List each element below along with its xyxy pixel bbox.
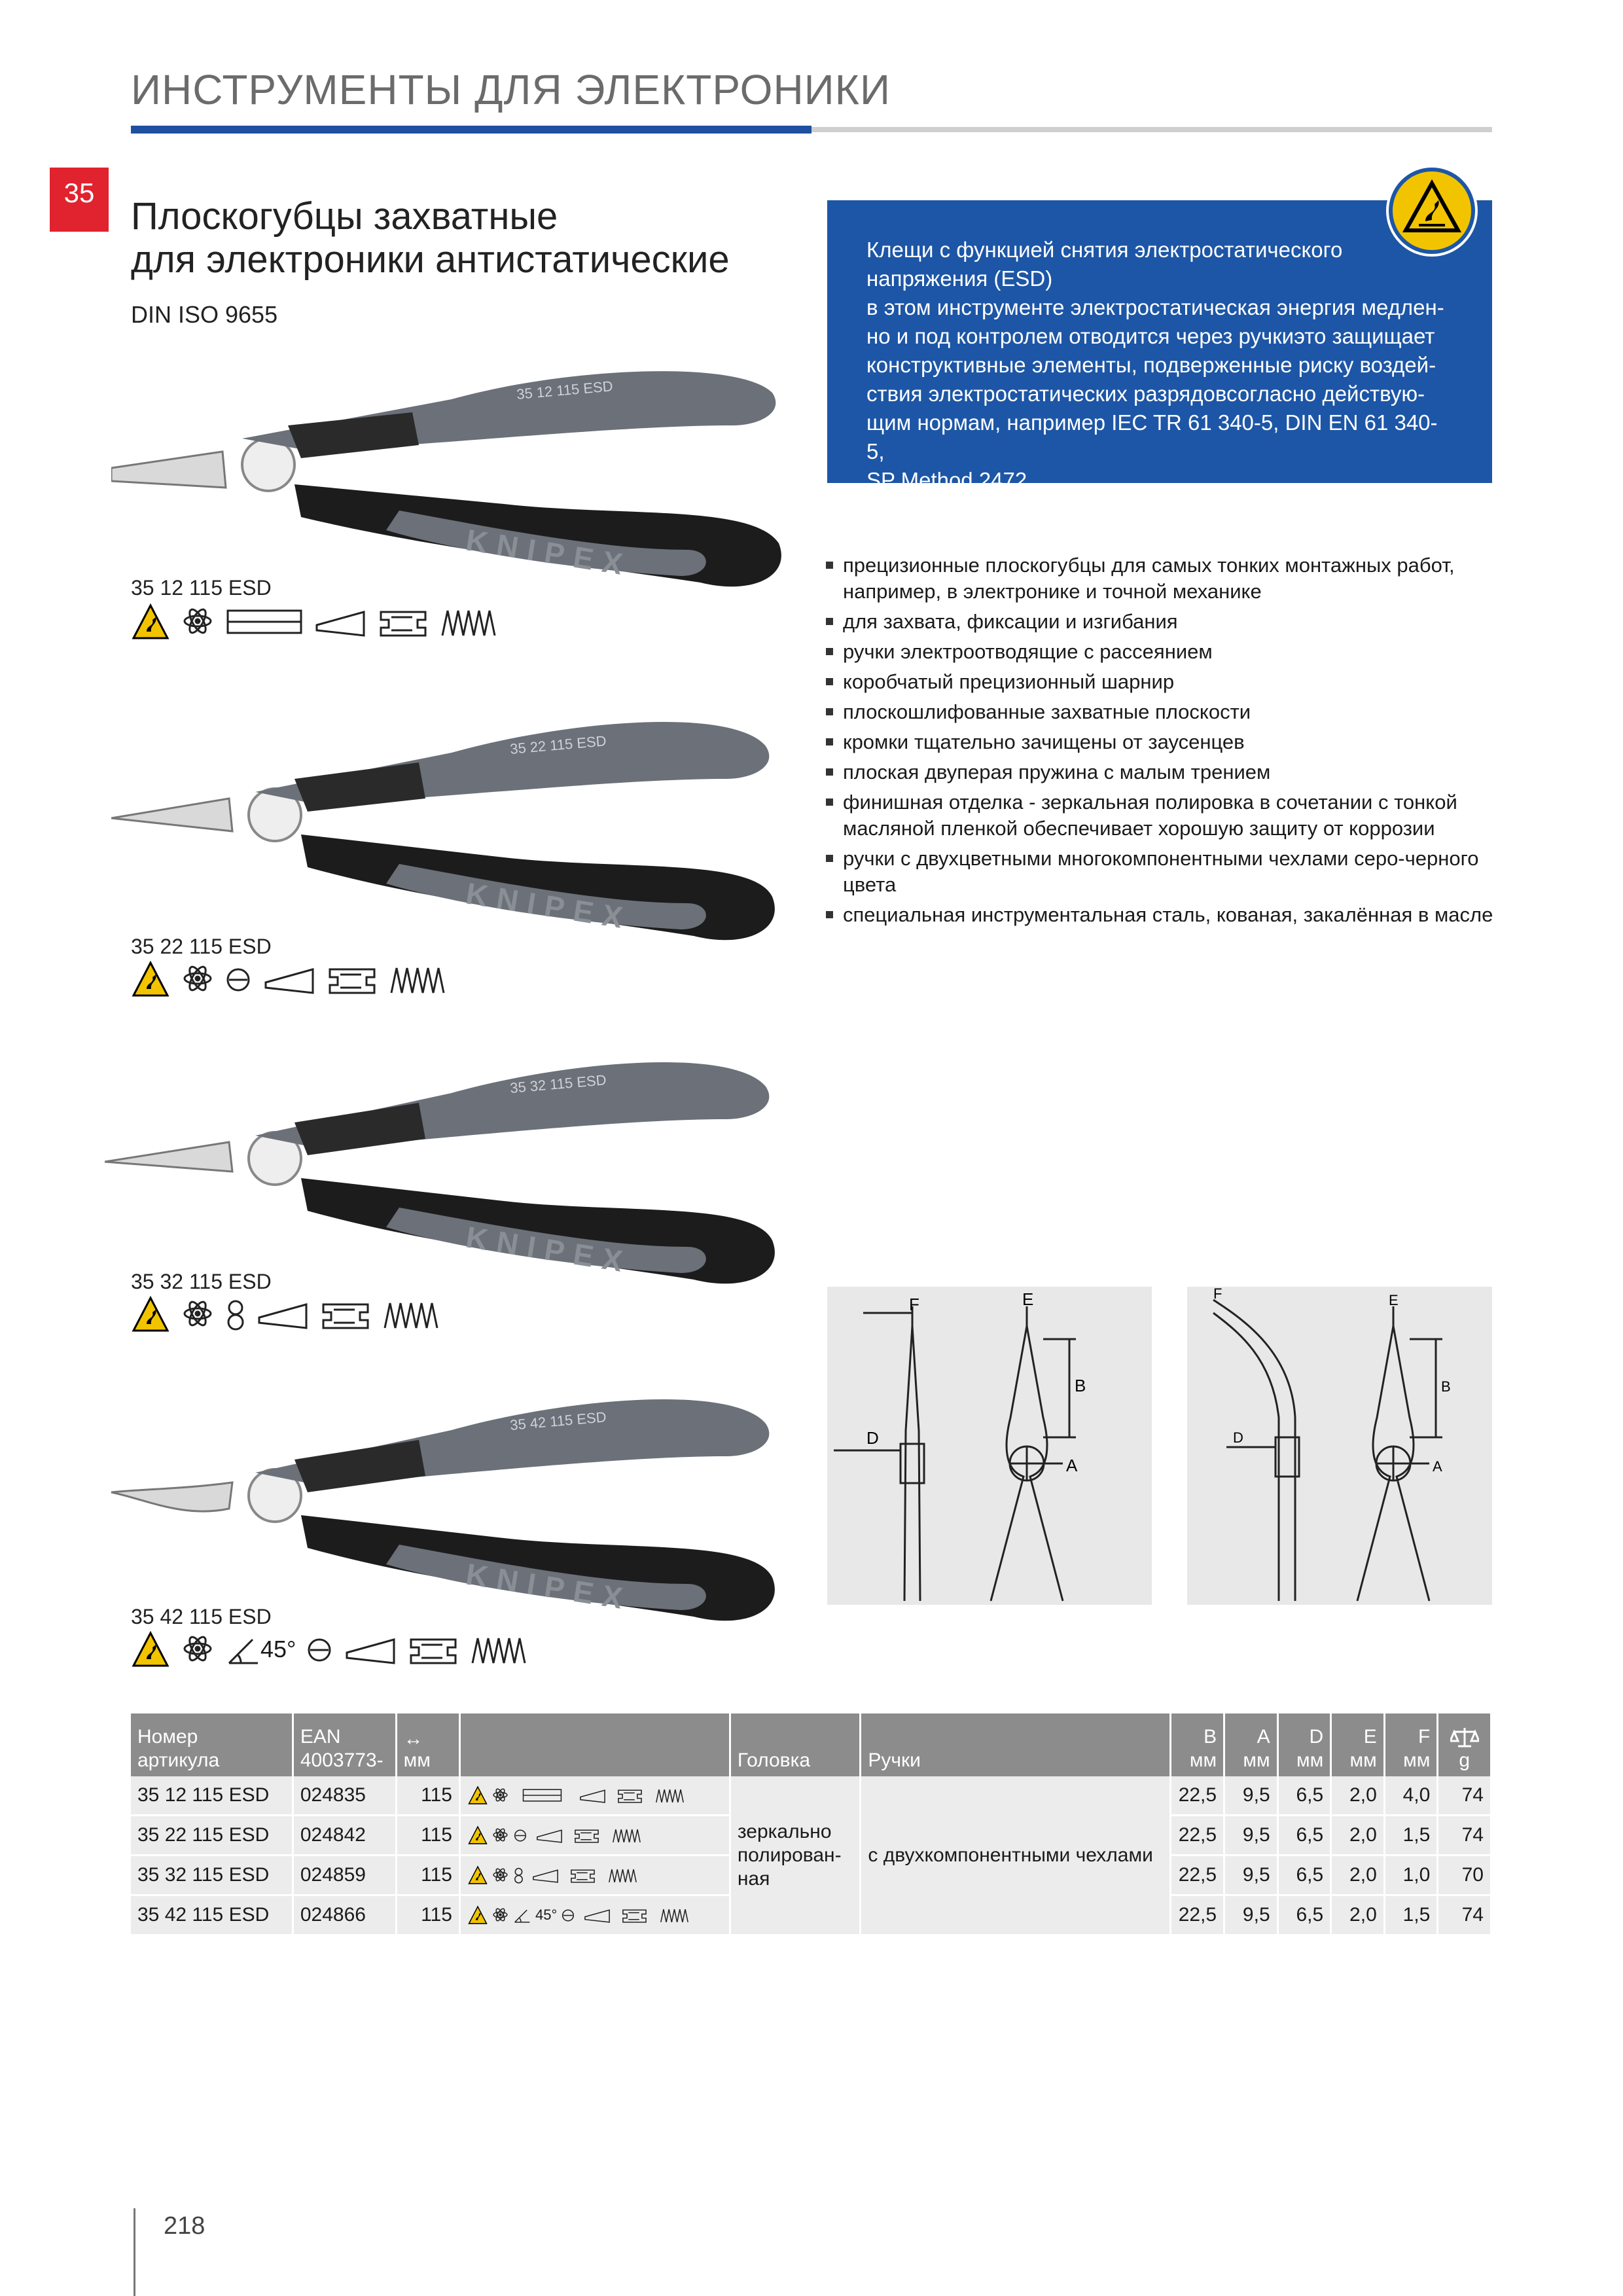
angle-icon bbox=[226, 1630, 260, 1668]
header-F: F мм bbox=[1384, 1713, 1438, 1776]
spring-icon bbox=[651, 1785, 690, 1805]
dim-label-D: D bbox=[866, 1428, 879, 1448]
spring-icon bbox=[655, 1905, 694, 1925]
cell-weight: 70 bbox=[1438, 1856, 1491, 1895]
esd-warning-icon bbox=[467, 1785, 488, 1805]
esd-text-line: ствия электростатических разрядовсогласно действую- bbox=[866, 382, 1425, 406]
product-title-line1: Плоскогубцы захватные bbox=[131, 195, 558, 238]
tool-code: 35 32 115 ESD bbox=[131, 1270, 272, 1293]
esd-text-line: напряжения (ESD) bbox=[866, 266, 1053, 291]
cell-article: 35 32 115 ESD bbox=[131, 1856, 293, 1895]
angle-45-indicator bbox=[226, 1630, 296, 1668]
esd-warning-icon bbox=[467, 1865, 488, 1885]
handle-engraving: 35 42 115 ESD bbox=[509, 1408, 607, 1433]
round-jaw-icon bbox=[561, 1905, 577, 1925]
esd-text-line: в этом инструменте электростатическая энергия медлен- bbox=[866, 295, 1444, 319]
header-handles: Ручки bbox=[861, 1713, 1171, 1776]
table-header-row bbox=[131, 1713, 1491, 1776]
tool-image-35-32 bbox=[105, 1034, 792, 1299]
esd-text-line: SP Method 2472. bbox=[866, 468, 1033, 492]
header-weight: g bbox=[1438, 1713, 1491, 1776]
tapered-jaw-icon bbox=[258, 1295, 309, 1333]
dim-label-F: F bbox=[1213, 1287, 1222, 1302]
table-row bbox=[131, 1776, 1491, 1816]
antistatic-atom-icon bbox=[492, 1865, 509, 1885]
header-E: E мм bbox=[1331, 1713, 1385, 1776]
cell-article: 35 42 115 ESD bbox=[131, 1895, 293, 1935]
box-joint-icon bbox=[378, 603, 429, 641]
header-head: Головка bbox=[730, 1713, 861, 1776]
cell-weight: 74 bbox=[1438, 1816, 1491, 1856]
feature-item: кромки тщательно зачищены от заусенцев bbox=[826, 729, 1493, 755]
header-D: D мм bbox=[1277, 1713, 1331, 1776]
round-jaw-icon bbox=[513, 1825, 529, 1845]
brand-label: KNIPEX bbox=[463, 522, 634, 583]
handle-engraving: 35 32 115 ESD bbox=[509, 1071, 607, 1096]
cell-length: 115 bbox=[396, 1856, 459, 1895]
header-article: Номер артикула bbox=[131, 1713, 293, 1776]
flat-jaw-icon bbox=[513, 1785, 572, 1805]
tool-code: 35 12 115 ESD bbox=[131, 576, 272, 600]
cell-E: 2,0 bbox=[1331, 1816, 1385, 1856]
spring-icon bbox=[603, 1865, 643, 1885]
spring-icon bbox=[390, 960, 446, 998]
esd-warning-icon bbox=[131, 1295, 170, 1333]
dim-label-A: A bbox=[1433, 1458, 1442, 1475]
cell-symbols bbox=[459, 1816, 730, 1856]
tapered-jaw-icon bbox=[533, 1825, 567, 1845]
section-title: ИНСТРУМЕНТЫ ДЛЯ ЭЛЕКТРОНИКИ bbox=[131, 66, 891, 113]
esd-warning-icon bbox=[467, 1905, 488, 1925]
feature-item: ручки электроотводящие с рассеянием bbox=[826, 639, 1493, 665]
spring-icon bbox=[383, 1295, 440, 1333]
cell-E: 2,0 bbox=[1331, 1895, 1385, 1935]
header-ean: EAN 4003773- bbox=[293, 1713, 396, 1776]
handle-engraving: 35 12 115 ESD bbox=[516, 378, 614, 403]
cell-D: 6,5 bbox=[1277, 1895, 1331, 1935]
feature-item: плоская двуперая пружина с малым трением bbox=[826, 759, 1493, 785]
tool-symbols bbox=[131, 1295, 440, 1334]
feature-item: ручки с двухцветными многокомпонентными чехлами серо-черного цвета bbox=[826, 846, 1493, 898]
cell-F: 4,0 bbox=[1384, 1776, 1438, 1816]
round-nose-icon bbox=[226, 1295, 246, 1333]
header-B: B мм bbox=[1171, 1713, 1224, 1776]
cell-F: 1,5 bbox=[1384, 1816, 1438, 1856]
cell-F: 1,0 bbox=[1384, 1856, 1438, 1895]
cell-E: 2,0 bbox=[1331, 1856, 1385, 1895]
tapered-jaw-icon bbox=[529, 1865, 563, 1885]
dim-label-F: F bbox=[909, 1295, 919, 1314]
scale-icon bbox=[1450, 1727, 1479, 1749]
cell-length: 115 bbox=[396, 1776, 459, 1816]
footer-rule bbox=[134, 2208, 135, 2296]
cell-symbols bbox=[459, 1895, 730, 1935]
box-joint-icon bbox=[567, 1865, 599, 1885]
page-number: 218 bbox=[164, 2212, 205, 2240]
box-joint-icon bbox=[408, 1630, 459, 1668]
tapered-jaw-icon bbox=[576, 1785, 610, 1805]
esd-warning-icon bbox=[131, 1630, 170, 1668]
cell-A: 9,5 bbox=[1224, 1856, 1278, 1895]
spring-icon bbox=[441, 603, 497, 641]
chapter-tab: 35 bbox=[50, 168, 109, 232]
feature-item: коробчатый прецизионный шарнир bbox=[826, 669, 1493, 695]
brand-label: KNIPEX bbox=[463, 1219, 634, 1280]
antistatic-atom-icon bbox=[492, 1905, 509, 1925]
header-symbols bbox=[459, 1713, 730, 1776]
cell-D: 6,5 bbox=[1277, 1816, 1331, 1856]
feature-item: прецизионные плоскогубцы для самых тонких монтажных работ, например, в электронике и точной механике bbox=[826, 552, 1493, 605]
tool-symbols bbox=[131, 960, 446, 999]
cell-weight: 74 bbox=[1438, 1776, 1491, 1816]
product-standard: DIN ISO 9655 bbox=[131, 301, 278, 328]
cell-A: 9,5 bbox=[1224, 1895, 1278, 1935]
esd-warning-icon bbox=[131, 960, 170, 998]
round-jaw-icon bbox=[308, 1630, 334, 1668]
round-nose-icon bbox=[513, 1865, 525, 1885]
tool-code: 35 42 115 ESD bbox=[131, 1605, 272, 1628]
cell-head: зеркально полирован- ная bbox=[730, 1776, 861, 1935]
cell-D: 6,5 bbox=[1277, 1776, 1331, 1816]
cell-A: 9,5 bbox=[1224, 1776, 1278, 1816]
dim-label-A: A bbox=[1066, 1456, 1078, 1475]
esd-text-line: конструктивные элементы, подверженные риску воздей- bbox=[866, 353, 1436, 377]
box-joint-icon bbox=[327, 960, 378, 998]
esd-warning-icon bbox=[131, 603, 170, 641]
cell-B: 22,5 bbox=[1171, 1776, 1224, 1816]
dim-label-B: B bbox=[1075, 1376, 1086, 1395]
feature-item: финишная отделка - зеркальная полировка в сочетании с тонкой масляной пленкой обеспечивает хорошую защиту от коррозии bbox=[826, 789, 1493, 842]
cell-article: 35 12 115 ESD bbox=[131, 1776, 293, 1816]
tool-image-35-22 bbox=[111, 694, 792, 959]
dimension-diagram-angled bbox=[1187, 1287, 1492, 1605]
cell-ean: 024842 bbox=[293, 1816, 396, 1856]
cell-symbols bbox=[459, 1776, 730, 1816]
cell-B: 22,5 bbox=[1171, 1895, 1224, 1935]
round-jaw-icon bbox=[226, 960, 253, 998]
dim-label-E: E bbox=[1022, 1289, 1034, 1309]
tool-code: 35 22 115 ESD bbox=[131, 935, 272, 958]
cell-A: 9,5 bbox=[1224, 1816, 1278, 1856]
features-list bbox=[826, 552, 1493, 932]
cell-ean: 024866 bbox=[293, 1895, 396, 1935]
tapered-jaw-icon bbox=[264, 960, 315, 998]
cell-ean: 024835 bbox=[293, 1776, 396, 1816]
cell-article: 35 22 115 ESD bbox=[131, 1816, 293, 1856]
cell-handles: с двухкомпонентными чехлами bbox=[861, 1776, 1171, 1935]
header-rule-grey bbox=[812, 127, 1492, 132]
cell-weight: 74 bbox=[1438, 1895, 1491, 1935]
cell-E: 2,0 bbox=[1331, 1776, 1385, 1816]
tapered-jaw-icon bbox=[346, 1630, 397, 1668]
cell-length: 115 bbox=[396, 1816, 459, 1856]
tapered-jaw-icon bbox=[580, 1905, 615, 1925]
cell-length: 115 bbox=[396, 1895, 459, 1935]
antistatic-atom-icon bbox=[182, 960, 215, 998]
angle-label: 45° bbox=[535, 1907, 558, 1923]
antistatic-atom-icon bbox=[182, 1295, 215, 1333]
esd-warning-badge-icon bbox=[1386, 165, 1478, 257]
tool-symbols bbox=[131, 1630, 527, 1669]
feature-item: специальная инструментальная сталь, кованая, закалённая в масле bbox=[826, 902, 1493, 928]
antistatic-atom-icon bbox=[182, 603, 215, 641]
cell-symbols bbox=[459, 1856, 730, 1895]
feature-item: плоскошлифованные захватные плоскости bbox=[826, 699, 1493, 725]
dim-label-E: E bbox=[1389, 1292, 1399, 1308]
header-length bbox=[396, 1713, 459, 1776]
product-title bbox=[131, 195, 730, 281]
length-unit: мм bbox=[403, 1749, 431, 1771]
spring-icon bbox=[471, 1630, 527, 1668]
cell-B: 22,5 bbox=[1171, 1856, 1224, 1895]
cell-F: 1,5 bbox=[1384, 1895, 1438, 1935]
esd-warning-icon bbox=[467, 1825, 488, 1845]
dimension-diagram-straight bbox=[827, 1287, 1152, 1605]
box-joint-icon bbox=[618, 1905, 651, 1925]
box-joint-icon bbox=[571, 1825, 603, 1845]
product-title-line2: для электроники антистатические bbox=[131, 238, 730, 281]
length-arrow-icon: ↔ bbox=[403, 1728, 423, 1749]
esd-text-line: Клещи с функцией снятия электростатического bbox=[866, 238, 1343, 262]
angle-label: 45° bbox=[260, 1636, 296, 1662]
header-rule-blue bbox=[131, 126, 812, 134]
cell-ean: 024859 bbox=[293, 1856, 396, 1895]
cell-D: 6,5 bbox=[1277, 1856, 1331, 1895]
tool-symbols bbox=[131, 602, 497, 641]
feature-item: для захвата, фиксации и изгибания bbox=[826, 609, 1493, 635]
brand-label: KNIPEX bbox=[463, 1556, 634, 1617]
esd-text-line: но и под контролем отводится через ручкиэто защищает bbox=[866, 324, 1435, 348]
handle-engraving: 35 22 115 ESD bbox=[509, 732, 607, 757]
spring-icon bbox=[607, 1825, 647, 1845]
antistatic-atom-icon bbox=[492, 1785, 509, 1805]
dim-label-B: B bbox=[1441, 1378, 1451, 1395]
esd-text-line: щим нормам, например IEC TR 61 340-5, DIN EN 61 340-5, bbox=[866, 410, 1438, 463]
dim-label-D: D bbox=[1233, 1429, 1243, 1446]
header-A: A мм bbox=[1224, 1713, 1278, 1776]
box-joint-icon bbox=[614, 1785, 647, 1805]
antistatic-atom-icon bbox=[492, 1825, 509, 1845]
brand-label: KNIPEX bbox=[463, 876, 634, 936]
spec-table bbox=[131, 1713, 1492, 1936]
angle-icon bbox=[513, 1905, 531, 1925]
antistatic-atom-icon bbox=[182, 1630, 215, 1668]
box-joint-icon bbox=[321, 1295, 372, 1333]
flat-jaw-icon bbox=[226, 603, 304, 641]
tapered-jaw-icon bbox=[315, 603, 366, 641]
cell-B: 22,5 bbox=[1171, 1816, 1224, 1856]
